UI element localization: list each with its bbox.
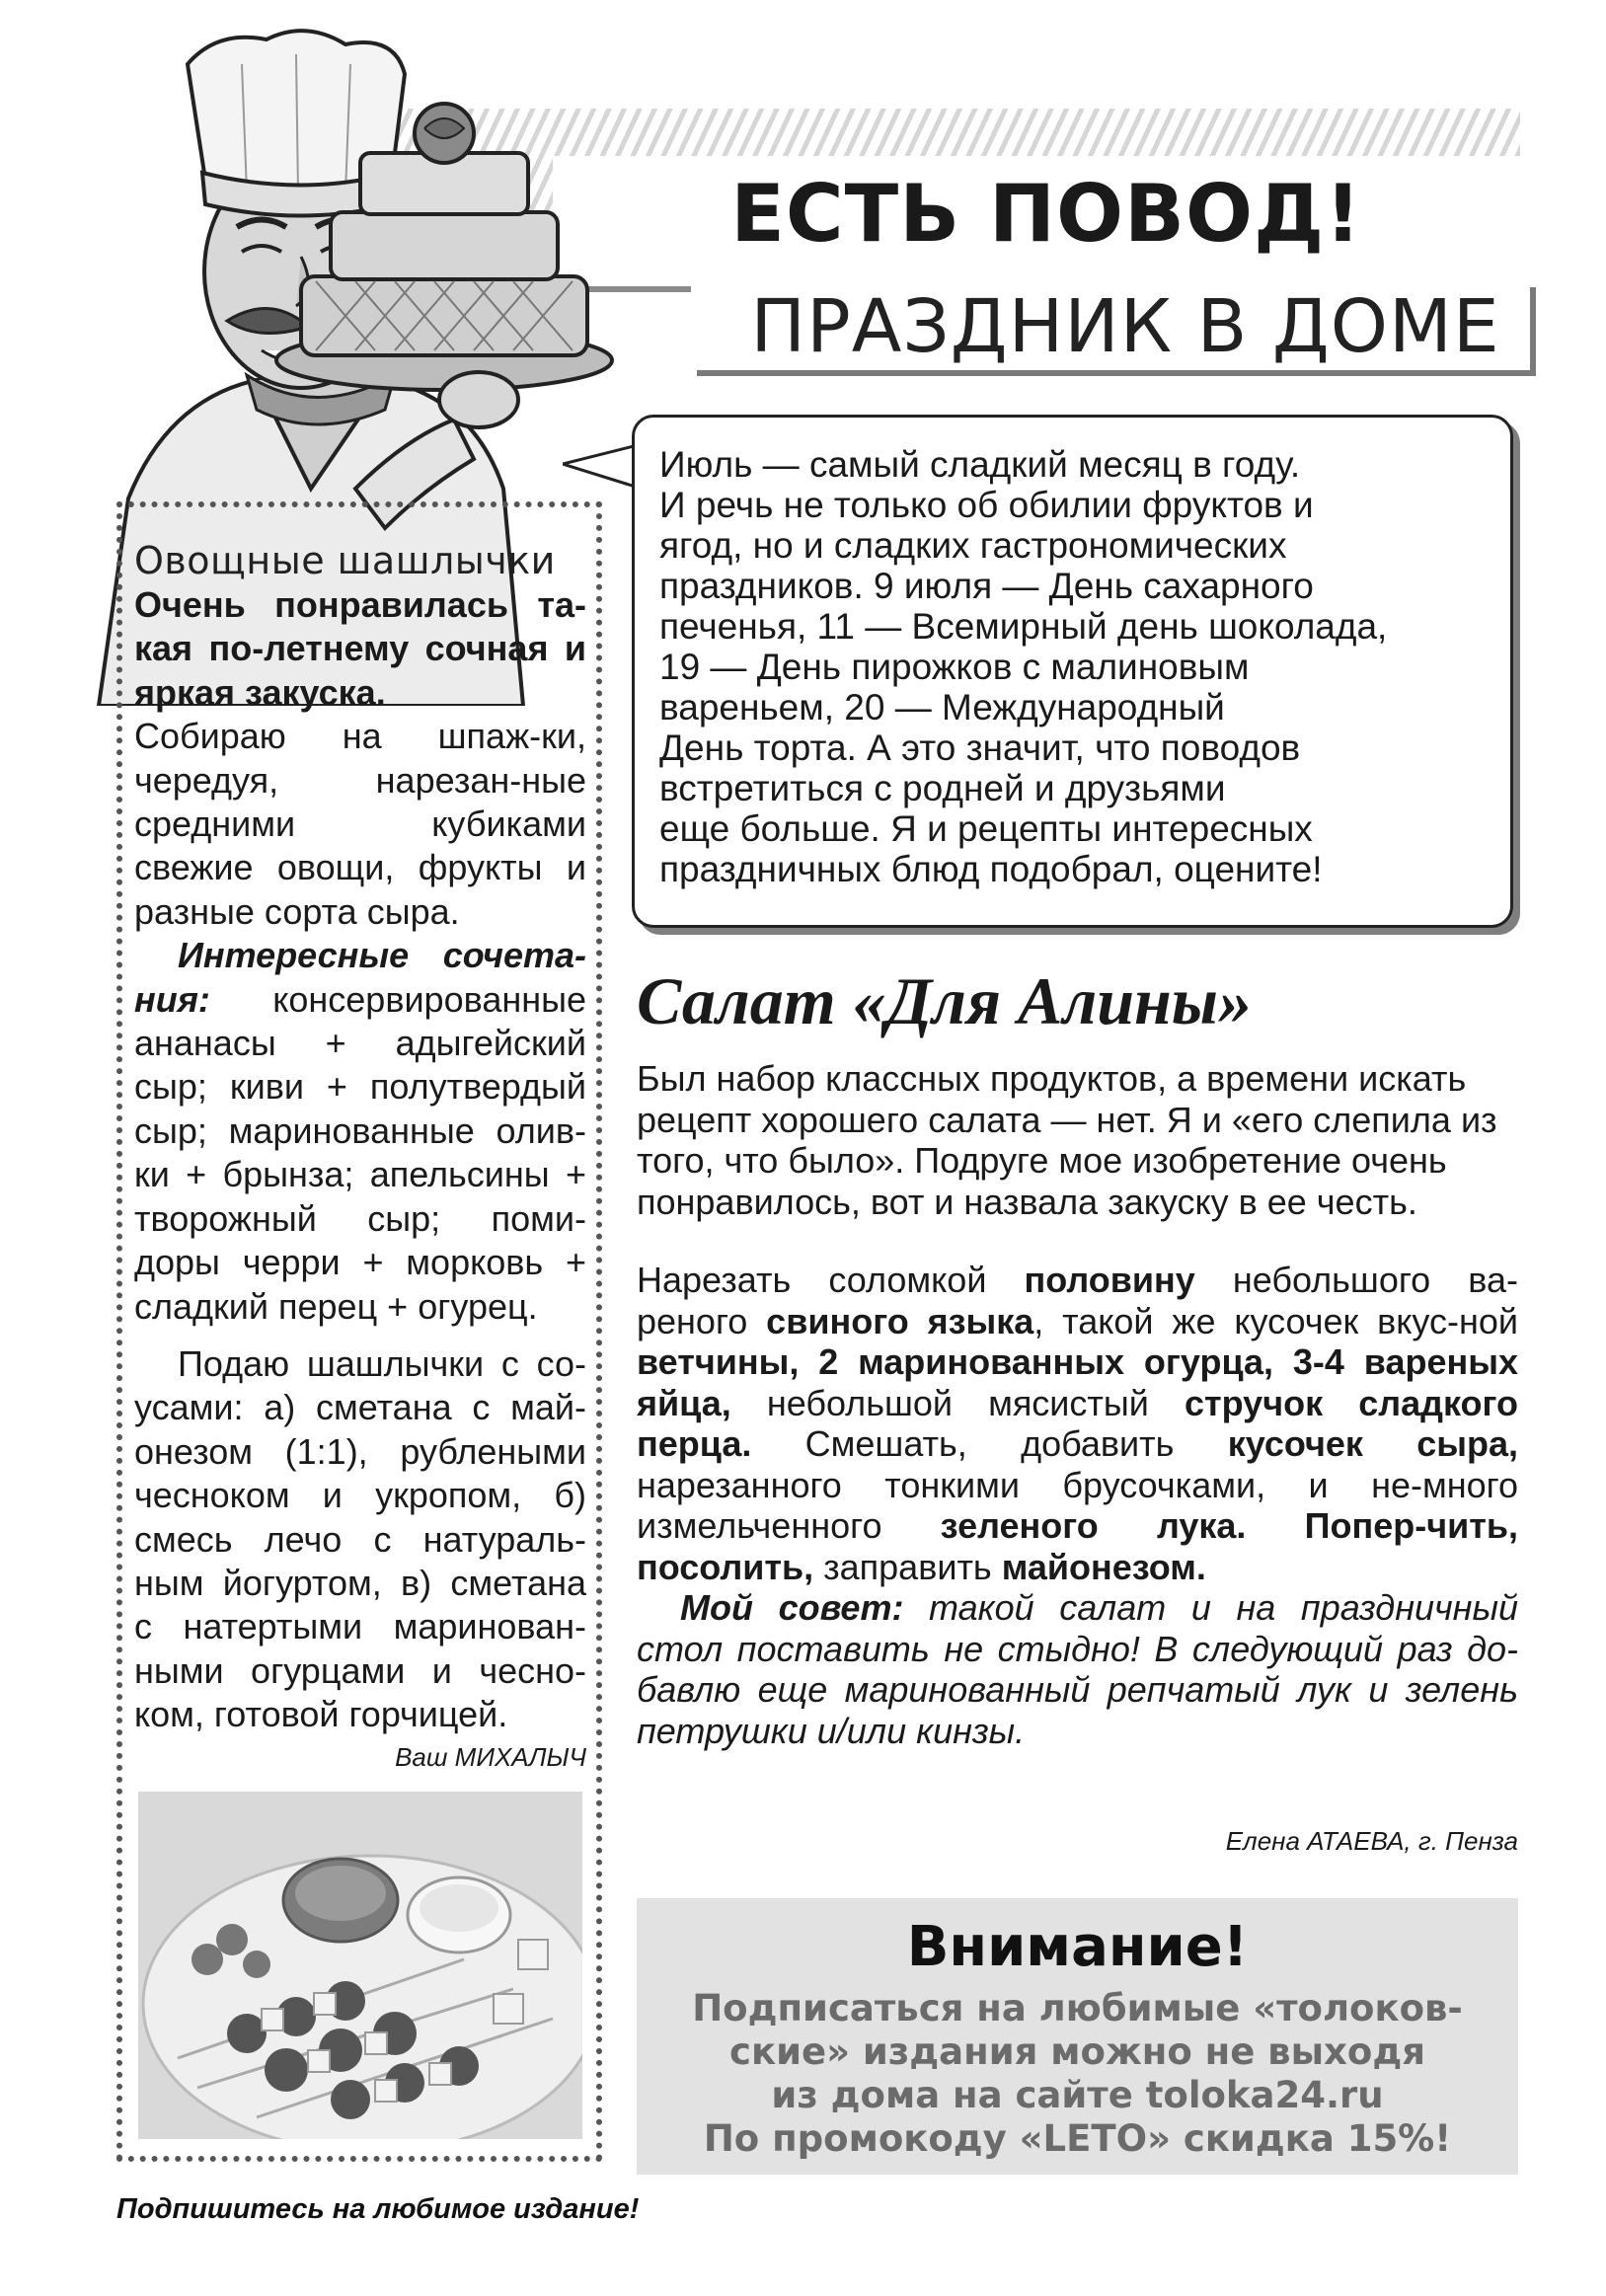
- recipe-ingredient: половину: [1024, 1260, 1195, 1300]
- footer-subscribe: Подпишитесь на любимое издание!: [116, 2193, 640, 2225]
- recipe-article: [637, 1058, 1518, 1751]
- sidebar-paragraph: Собираю на шпаж-ки, чередуя, нарезан-ные средними кубиками свежие овощи, фрукты и разные сорта сыра.: [134, 716, 586, 932]
- recipe-ingredient: свиного языка: [766, 1300, 1034, 1341]
- page-subtitle: ПРАЗДНИК В ДОМЕ: [750, 284, 1500, 369]
- intro-line: День торта. А это значит, что поводов: [659, 727, 1301, 768]
- recipe-steps: [637, 1260, 1518, 1587]
- sidebar-lead: Очень понравилась та-кая по-летнему сочная и яркая закуска.: [134, 584, 586, 713]
- recipe-ingredient: ветчины, 2 маринованных огурца, 3-4 вареных яйца,: [637, 1341, 1518, 1423]
- recipe-step-text: , такой же кусочек вкус-ной: [1033, 1300, 1518, 1341]
- notice-line: Подписаться на любимые «толоков-: [692, 1987, 1463, 2029]
- intro-line: ягод, но и сладких гастрономических: [659, 525, 1287, 566]
- intro-line: праздничных блюд подобрал, оцените!: [659, 849, 1323, 889]
- recipe-author: Елена АТАЕВА, г. Пенза: [1225, 1826, 1518, 1856]
- notice-line: ские» издания можно не выходя: [729, 2030, 1425, 2073]
- intro-line: вареньем, 20 — Международный: [659, 687, 1225, 727]
- notice-line: По промокоду «LETO» скидка 15%!: [703, 2117, 1452, 2160]
- recipe-ingredient: стручок сладкого перца.: [637, 1382, 1519, 1464]
- intro-line: печенья, 11 — Всемирный день шоколада,: [659, 606, 1388, 647]
- intro-line: еще больше. Я и рецепты интересных: [659, 808, 1313, 849]
- intro-line: 19 — День пирожков с малиновым: [659, 647, 1250, 687]
- recipe-step-text: Смешать, добавить: [751, 1423, 1228, 1464]
- sidebar-signature: Ваш МИХАЛЫЧ: [395, 1741, 586, 1772]
- recipe-step-text: небольшого ва-реного: [637, 1260, 1518, 1341]
- notice-text: [656, 1987, 1498, 2161]
- combinations-text: консервированные ананасы + адыгейский сыр; киви + полутвердый сыр; маринованные олив-ки + брынза; апельсины + творожный сыр; поми-доры черри + морковь + сладкий перец + огурец.: [134, 978, 586, 1327]
- recipe-tip: [637, 1587, 1518, 1751]
- combinations-label: Интересные сочета-ния:: [134, 935, 586, 1020]
- notice-title: Внимание!: [906, 1915, 1249, 1979]
- paragraph-gap: [637, 1222, 1518, 1260]
- intro-text: [659, 444, 1498, 889]
- tip-text: такой салат и на праздничный стол поставить не стыдно! В следующий раз до-бавлю еще маринованный репчатый лук и зелень петрушки и/или кинзы.: [637, 1587, 1518, 1751]
- intro-line: Июль — самый сладкий месяц в году.: [659, 444, 1301, 485]
- recipe-intro: Был набор классных продуктов, а времени искать рецепт хорошего салата — нет. Я и «его слепила из того, что было». Подруге мое изобретение очень понравилось, вот и назвала закуску в ее честь.: [637, 1058, 1497, 1222]
- notice-line: из дома на сайте toloka24.ru: [771, 2074, 1384, 2116]
- page-title: ЕСТЬ ПОВОД!: [730, 168, 1362, 260]
- sidebar-title: Овощные шашлычки: [134, 539, 556, 582]
- recipe-ingredient: зеленого лука. Попер-чить, посолить,: [637, 1505, 1518, 1587]
- tip-label: Мой совет:: [680, 1587, 904, 1628]
- recipe-step-text: небольшой мясистый: [730, 1382, 1185, 1423]
- sidebar-article: [134, 538, 586, 1777]
- recipe-step-text: Нарезать соломкой: [637, 1260, 1025, 1300]
- speech-bubble-tail: [563, 434, 642, 494]
- recipe-step-text: нарезанного тонкими брусочками, и не-много измельченного: [637, 1464, 1518, 1546]
- vegetable-skewers-photo: [138, 1792, 582, 2139]
- recipe-title: Салат «Для Алины»: [637, 963, 1252, 1038]
- sidebar-paragraph: Подаю шашлычки с со-усами: а) сметана с май-онезом (1:1), рублеными чесноком и укропом, б) смесь лечо с натураль-ным йогуртом, в) сметана с натертыми маринован-ными огурцами и чесно-ком, готовой горчицей.: [134, 1342, 586, 1735]
- intro-line: праздников. 9 июля — День сахарного: [659, 566, 1314, 606]
- recipe-ingredient: майонезом.: [1001, 1546, 1206, 1587]
- sidebar-combinations: [134, 934, 586, 1329]
- intro-line: И речь не только об обилии фруктов и: [659, 485, 1314, 525]
- intro-line: встретиться с родней и друзьями: [659, 768, 1226, 808]
- recipe-step-text: заправить: [813, 1546, 1002, 1587]
- recipe-ingredient: кусочек сыра,: [1227, 1423, 1518, 1464]
